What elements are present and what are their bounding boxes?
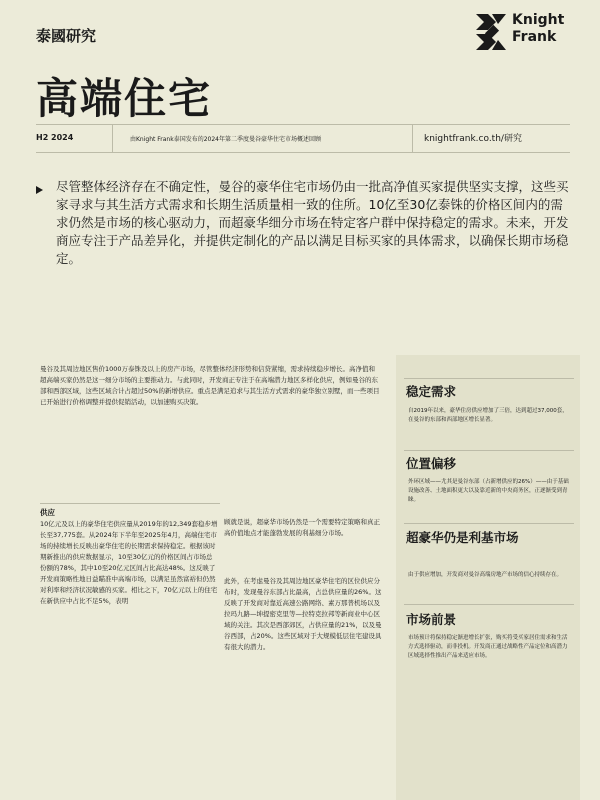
supply-divider	[40, 503, 220, 504]
supply-paragraph-right-1: 顾就是说，超豪华市场仍然是一个需要特定策略和真正高价值地点才能蓬勃发展的利基细分市场。	[224, 518, 380, 537]
sidebar-divider-2	[404, 450, 574, 451]
sidebar-heading-ultra-luxury: 超豪华仍是利基市场	[406, 530, 519, 545]
supply-heading: 供应	[40, 508, 55, 517]
sidebar-heading-outlook: 市场前景	[406, 612, 457, 627]
edition-label: H2 2024	[36, 133, 74, 142]
sidebar-body-ultra-luxury: 由于供应增加，开发商对曼谷高端房地产市场的信心持续存在。	[408, 572, 563, 578]
meta-divider-2	[412, 124, 413, 152]
logo-mark-icon	[476, 14, 508, 50]
bullet-arrow-icon	[36, 186, 43, 194]
meta-divider-1	[112, 124, 113, 152]
page-title: 高端住宅	[36, 74, 213, 123]
sidebar-heading-stable-demand: 稳定需求	[406, 384, 457, 399]
supply-paragraph-left: 10亿元及以上的豪华住宅供应量从2019年的12,349套稳步增长至37,775套。从2024年下半年至2025年4月，高端住宅市场的持续增长反映出豪华住宅的长期需求保持稳定。根据该时期新推出的供应数据显示，10至30亿元的价格区间占市场总份额的78%，其中10至20亿元区间占比高达48%。这反映了开发商策略性地日益瞄准中高端市场，以满足虽然富裕但仍然对利率和经济状况敏感的买家。相比之下，70亿元以上的住宅在新供应中占比不足5%，表明	[40, 520, 218, 605]
sidebar-body-stable-demand: 自2019年以来，豪华住房供应增加了三倍，达到超过37,000套，在曼谷的东部和西部地区增长显著。	[408, 408, 568, 423]
supply-paragraph-right-2: 此外，在考虑曼谷及其周边地区豪华住宅的区位供应分布时，发现曼谷东部占比最高，占总供应量的26%。这反映了开发商对靠近高速公路网络、素万那普机场以及拉玛九路—坤提密克里等—拉特克拉邦等新商业中心区域的关注。其次是西部郊区，占供应量的21%，以及曼谷西部，占20%。这些区域对于大规模低层住宅建设具有很大的潜力。	[224, 577, 382, 651]
website-link[interactable]: knightfrank.co.th/研究	[424, 134, 522, 144]
sidebar-heading-location-shift: 位置偏移	[406, 456, 457, 471]
sidebar-body-outlook: 市场预计将保持稳定渐进增长扩张，购买将受买家居住需求和生活方式选择驱动，而非投机。开发商正通过战略性产品定位和高潜力区域选择性推出产品来适应市场。	[408, 635, 568, 659]
report-subtitle: 由Knight Frank泰国发布的2024年第二季度曼谷豪华住宅市场概述回顾	[130, 136, 321, 143]
sidebar-divider-4	[404, 604, 574, 605]
lead-paragraph: 尽管整体经济存在不确定性，曼谷的豪华住宅市场仍由一批高净值买家提供坚实支撑，这些买家寻求与其生活方式需求和长期生活质量相一致的住所。10亿至30亿泰铢的价格区间内的需求仍然是市场的核心驱动力，而超豪华细分市场在特定客户群中保持稳定的需求。未来，开发商应专注于产品差异化，并提供定制化的产品以满足目标买家的具体需求，以确保长期市场稳定。	[56, 179, 569, 266]
sidebar-divider-1	[404, 378, 574, 379]
meta-divider-bottom	[36, 152, 570, 153]
intro-paragraph: 曼谷及其周边地区售价1000万泰铢及以上的房产市场，尽管整体经济形势和信贷紧缩，需求持续稳步增长。高净值和超高端买家仍然是这一细分市场的主要推动力。与此同时，开发商正专注于在高端潜力地区多样化供应，例如曼谷的东部和西部区域，这些区域合计占超过50%的新增供应。重点是满足追求与其生活方式需求的豪华独立别墅，而一些项目已开始进行价格调整并提供促销活动，以加速购买决策。	[40, 365, 380, 406]
meta-divider-top	[36, 124, 570, 125]
logo-line-2: Frank	[512, 29, 557, 45]
logo-line-1: Knight	[512, 12, 565, 28]
report-category: 泰國研究	[36, 27, 97, 45]
sidebar-divider-3	[404, 523, 574, 524]
sidebar-body-location-shift: 外环区域——尤其是曼谷东部（占新增供应的26%）——由于基础设施改善、土地面积更大以及靠近新的中央商务区，正逐渐受到青睐。	[408, 479, 569, 503]
logo-wordmark	[512, 12, 564, 46]
